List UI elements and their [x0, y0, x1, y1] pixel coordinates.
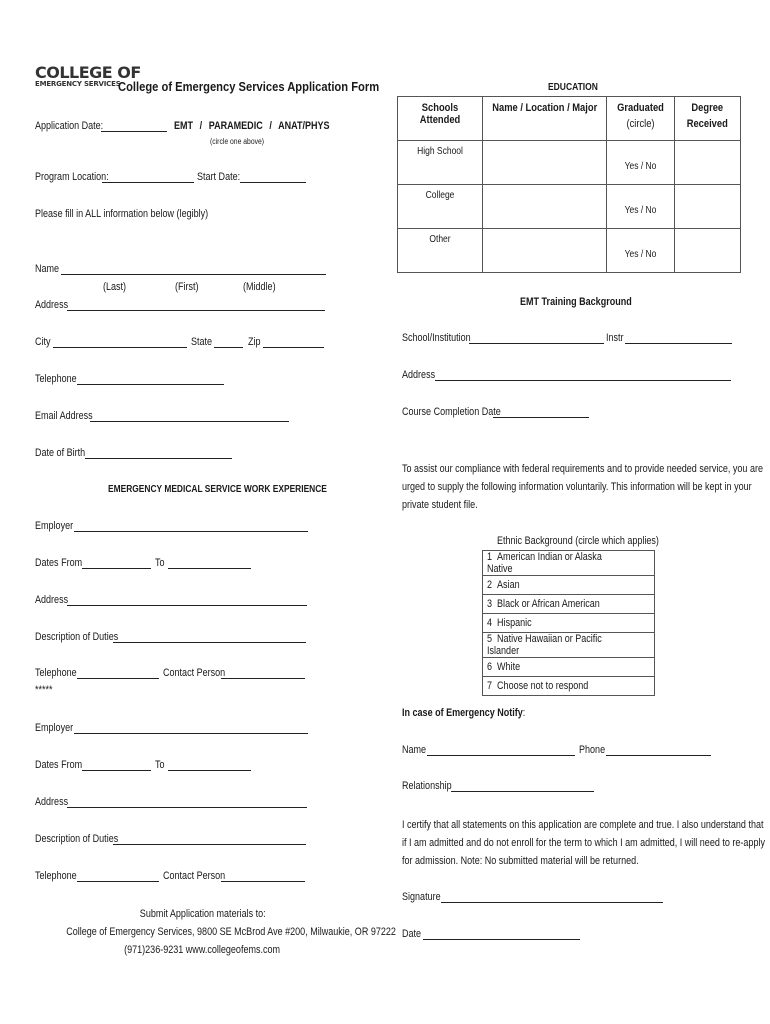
- employer-1-address-field[interactable]: [67, 595, 307, 606]
- dob-field[interactable]: [85, 448, 232, 459]
- col-degree: [675, 97, 741, 141]
- employer-2-address-field[interactable]: [67, 797, 307, 808]
- graduated-yes-no[interactable]: Yes / No: [625, 249, 657, 260]
- application-date-field[interactable]: [101, 121, 167, 132]
- city-field[interactable]: [53, 337, 187, 348]
- ethnic-label: Black or African American: [497, 598, 600, 610]
- telephone-label: Telephone: [35, 870, 77, 882]
- program-location-label: Program Location:: [35, 171, 109, 183]
- telephone-field[interactable]: [77, 374, 224, 385]
- circle-note: (circle one above): [210, 137, 265, 146]
- compliance-line2: urged to supply the following information voluntarily. This information will be kept in your: [402, 481, 752, 493]
- emergency-title: In case of Emergency Notify: [402, 707, 523, 719]
- email-label: Email Address: [35, 410, 93, 422]
- form-title: College of Emergency Services Application Form: [118, 79, 380, 94]
- to-label: To: [155, 759, 165, 771]
- date-field[interactable]: [423, 929, 580, 940]
- signature-field[interactable]: [441, 892, 663, 903]
- education-row-high-school: [398, 141, 741, 185]
- graduated-yes-no[interactable]: Yes / No: [625, 161, 657, 172]
- degree-cell[interactable]: [675, 141, 741, 185]
- address-field[interactable]: [67, 300, 325, 311]
- school-institution-label: School/Institution: [402, 332, 471, 344]
- course-completion-field[interactable]: [493, 407, 589, 418]
- name-field[interactable]: [61, 264, 326, 275]
- duties-label: Description of Duties: [35, 833, 119, 845]
- employer-label: Employer: [35, 520, 74, 532]
- dob-label: Date of Birth: [35, 447, 86, 459]
- col-name: [483, 97, 607, 141]
- compliance-text: [402, 460, 770, 514]
- submit-line2: College of Emergency Services, 9800 SE McBrod Ave #200, Milwaukie, OR 97222: [66, 926, 396, 938]
- emergency-name-field[interactable]: [427, 745, 575, 756]
- ethnic-option-6[interactable]: 6 White: [483, 658, 655, 677]
- col-graduated: [607, 97, 675, 141]
- employer-2-duties-field[interactable]: [113, 834, 306, 845]
- school-type: High School: [417, 146, 463, 157]
- program-options[interactable]: EMT / PARAMEDIC / ANAT/PHYS: [174, 120, 330, 132]
- col-schools: [398, 97, 483, 141]
- address-label: Address: [35, 594, 69, 606]
- to-label: To: [155, 557, 165, 569]
- telephone-label: Telephone: [35, 373, 77, 385]
- address-label: Address: [402, 369, 436, 381]
- name-first: (First): [175, 281, 199, 293]
- emergency-heading: In case of Emergency Notify:: [402, 707, 526, 719]
- relationship-label: Relationship: [402, 780, 452, 792]
- degree-header: Degree: [691, 102, 724, 114]
- education-table: [397, 96, 741, 273]
- dates-from-label: Dates From: [35, 557, 83, 569]
- address-label: Address: [35, 796, 69, 808]
- logo-line1: COLLEGE OF: [35, 63, 141, 82]
- ethnic-option-7[interactable]: 7 Choose not to respond: [483, 677, 655, 696]
- emt-address-field[interactable]: [435, 370, 731, 381]
- address-label: Address: [35, 299, 69, 311]
- ethnic-option-5[interactable]: 5 Native Hawaiian or Pacific Islander: [483, 633, 655, 658]
- phone-label: Phone: [579, 744, 606, 756]
- school-name-cell[interactable]: [483, 141, 607, 185]
- employer-label: Employer: [35, 722, 74, 734]
- submit-line3: (971)236-9231 www.collegeofems.com: [124, 944, 281, 956]
- emt-section-title: EMT Training Background: [520, 296, 632, 308]
- instr-field[interactable]: [625, 333, 732, 344]
- submit-info: [30, 905, 396, 959]
- ethnic-label: Choose not to respond: [497, 680, 589, 692]
- ethnic-label: Asian: [497, 579, 520, 591]
- city-label: City: [35, 336, 51, 348]
- name-label: Name: [35, 263, 60, 275]
- ethnic-option-2[interactable]: 2 Asian: [483, 576, 655, 595]
- employer-1-contact-field[interactable]: [221, 668, 305, 679]
- certify-line3: for admission. Note: No submitted material will be returned.: [402, 855, 639, 867]
- dates-from-label: Dates From: [35, 759, 83, 771]
- email-field[interactable]: [90, 411, 289, 422]
- program-location-field[interactable]: [102, 172, 194, 183]
- graduated-header: Graduated: [617, 102, 665, 114]
- employer-1-telephone-field[interactable]: [77, 668, 159, 679]
- employer-2-field[interactable]: [74, 723, 308, 734]
- telephone-label: Telephone: [35, 667, 77, 679]
- circle-header: (circle): [626, 118, 655, 130]
- contact-label: Contact Person: [163, 667, 226, 679]
- employer-1-duties-field[interactable]: [113, 632, 306, 643]
- start-date-label: Start Date:: [197, 171, 241, 183]
- dates-to-1-field[interactable]: [168, 558, 251, 569]
- name-last: (Last): [103, 281, 127, 293]
- certify-line1: I certify that all statements on this application are complete and true. I also understand that: [402, 819, 764, 831]
- school-type: College: [425, 190, 455, 201]
- education-title: EDUCATION: [548, 82, 598, 93]
- compliance-line1: To assist our compliance with federal requirements and to provide needed service, you are: [402, 463, 764, 475]
- fill-note: Please fill in ALL information below (legibly): [35, 208, 209, 220]
- ethnic-label: Native Hawaiian or Pacific Islander: [487, 633, 602, 657]
- name-label: Name: [402, 744, 427, 756]
- ethnic-option-1[interactable]: 1 American Indian or Alaska Native: [483, 551, 655, 576]
- graduated-yes-no[interactable]: Yes / No: [625, 205, 657, 216]
- logo-line2: EMERGENCY SERVICES: [35, 80, 121, 88]
- duties-label: Description of Duties: [35, 631, 119, 643]
- submit-line1: Submit Application materials to:: [139, 908, 266, 920]
- dates-from-2-field[interactable]: [82, 760, 151, 771]
- school-name-cell[interactable]: [483, 229, 607, 273]
- relationship-field[interactable]: [451, 781, 594, 792]
- dates-from-1-field[interactable]: [82, 558, 151, 569]
- name-middle: (Middle): [243, 281, 276, 293]
- start-date-field[interactable]: [240, 172, 306, 183]
- school-institution-field[interactable]: [469, 333, 604, 344]
- ethnic-label: Hispanic: [497, 617, 532, 629]
- ethnic-option-3[interactable]: 3 Black or African American: [483, 595, 655, 614]
- school-type: Other: [429, 234, 451, 245]
- school-name-cell[interactable]: [483, 185, 607, 229]
- ethnic-option-4[interactable]: 4 Hispanic: [483, 614, 655, 633]
- date-label: Date: [402, 928, 422, 940]
- degree-cell[interactable]: [675, 229, 741, 273]
- education-row-college: [398, 185, 741, 229]
- received-header: Received: [687, 118, 729, 130]
- state-label: State: [191, 336, 213, 348]
- certify-text: [402, 816, 770, 870]
- education-row-other: [398, 229, 741, 273]
- name-location-header: Name / Location / Major: [492, 102, 598, 114]
- state-field[interactable]: [214, 337, 243, 348]
- contact-label: Contact Person: [163, 870, 226, 882]
- instr-label: Instr: [606, 332, 624, 344]
- course-completion-label: Course Completion Date: [402, 406, 501, 418]
- compliance-line3: private student file.: [402, 499, 478, 511]
- zip-field[interactable]: [263, 337, 324, 348]
- ems-section-title: EMERGENCY MEDICAL SERVICE WORK EXPERIENCE: [108, 484, 327, 495]
- stars-separator: *****: [35, 684, 53, 696]
- ethnic-label: White: [497, 661, 521, 673]
- certify-line2: if I am admitted and do not enroll for the term to which I am admitted, I will need to re-apply: [402, 837, 765, 849]
- employer-2-contact-field[interactable]: [221, 871, 305, 882]
- application-date-label: Application Date:: [35, 120, 104, 132]
- signature-label: Signature: [402, 891, 441, 903]
- ethnic-title: Ethnic Background (circle which applies): [497, 535, 659, 547]
- emergency-phone-field[interactable]: [606, 745, 711, 756]
- ethnic-table: [482, 550, 655, 696]
- ethnic-label: American Indian or Alaska Native: [487, 551, 602, 575]
- degree-cell[interactable]: [675, 185, 741, 229]
- zip-label: Zip: [248, 336, 261, 348]
- employer-2-telephone-field[interactable]: [77, 871, 159, 882]
- dates-to-2-field[interactable]: [168, 760, 251, 771]
- employer-1-field[interactable]: [74, 521, 308, 532]
- schools-header: Schools Attended: [419, 102, 461, 126]
